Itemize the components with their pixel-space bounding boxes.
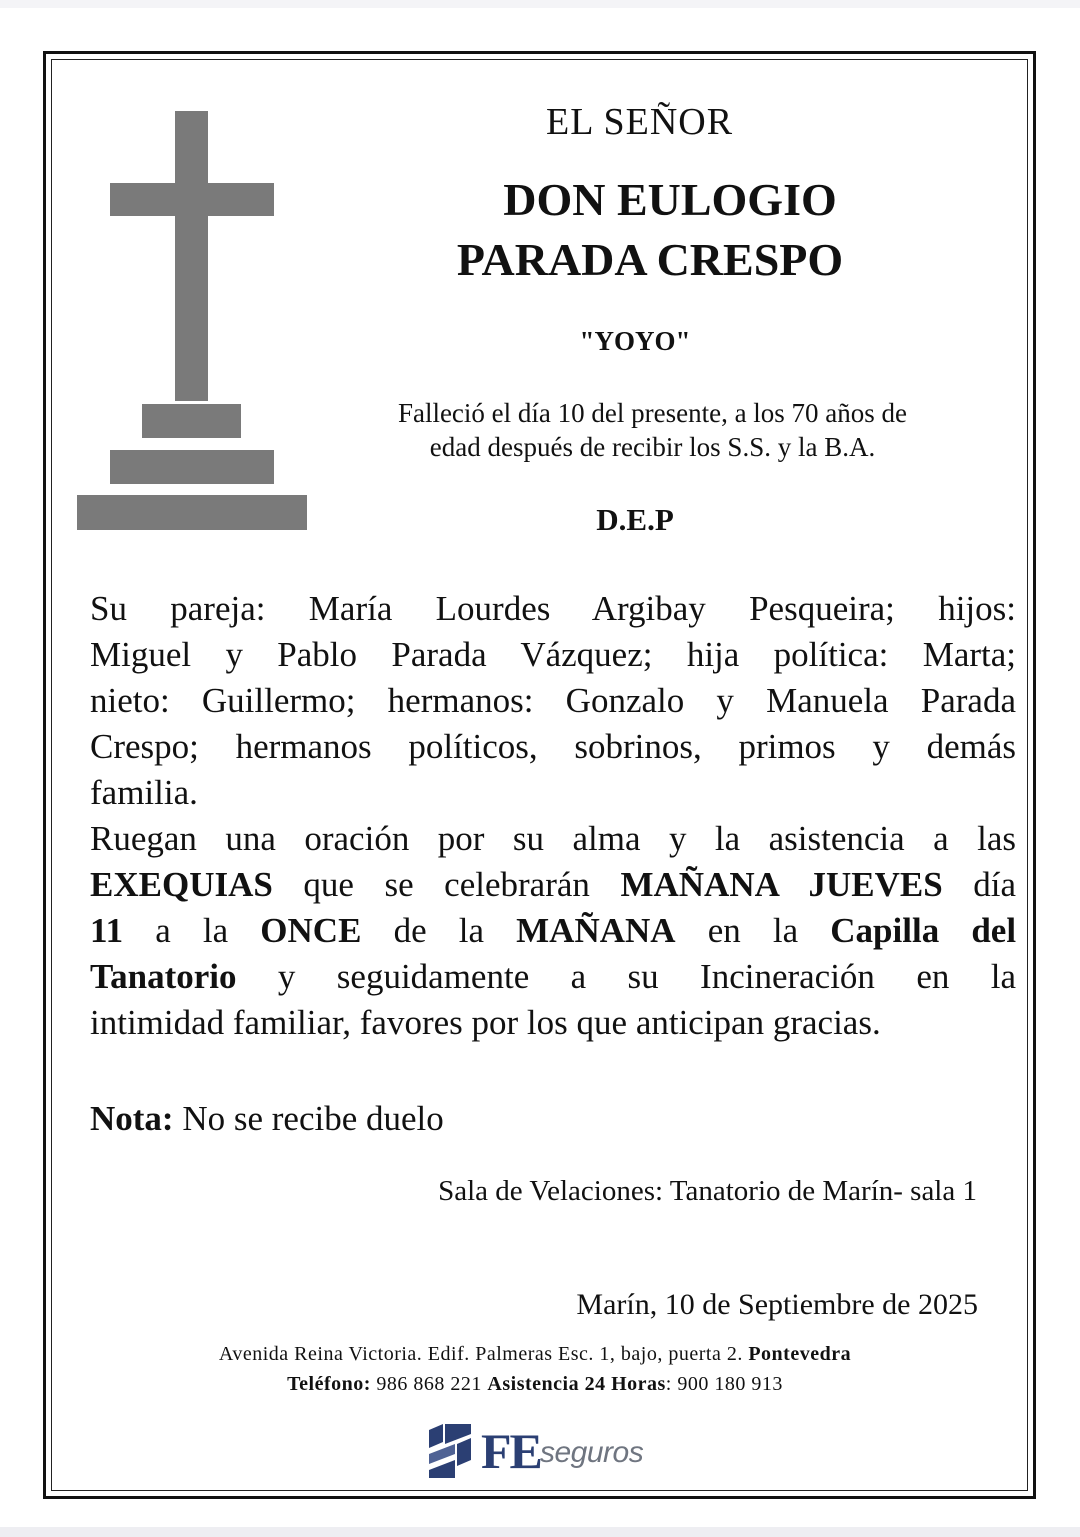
family-line: familia.: [90, 773, 198, 812]
ceremony-line: [90, 862, 1016, 908]
exequias-label: EXEQUIAS: [90, 865, 273, 904]
death-info-line1: Falleció el día 10 del presente, a los 70 años de: [397, 398, 908, 428]
deceased-name-line1: DON EULOGIO: [503, 174, 837, 225]
assistance-number: : 900 180 913: [665, 1373, 783, 1395]
footer-address: [120, 1343, 950, 1366]
ceremony-text: día: [973, 865, 1017, 904]
ceremony-text: en la: [707, 911, 799, 950]
obituary-page: [0, 8, 1080, 1527]
phone-label: Teléfono:: [287, 1373, 371, 1395]
ceremony-venue-part1: Capilla del: [830, 911, 1017, 950]
top-strip: [0, 0, 1080, 8]
phone-number: 986 868 221: [376, 1373, 482, 1395]
ceremony-venue-part2: Tanatorio: [90, 957, 237, 996]
family-line: Miguel y Pablo Parada Vázquez; hija política: Marta;: [90, 635, 1016, 674]
family-line: Su pareja: María Lourdes Argibay Pesqueira; hijos:: [90, 589, 1016, 628]
place-and-date: Marín, 10 de Septiembre de 2025: [576, 1288, 978, 1321]
wake-room: Sala de Velaciones: Tanatorio de Marín- sala 1: [438, 1175, 977, 1207]
cross-step-middle: [110, 450, 274, 484]
note: [90, 1099, 444, 1139]
ceremony-hour: ONCE: [260, 911, 362, 950]
cross-step-top: [142, 404, 241, 438]
assistance-label: Asistencia 24 Horas: [487, 1373, 666, 1395]
ceremony-line: Ruegan una oración por su alma y la asistencia a las: [90, 819, 1016, 858]
logo-subtext: seguros: [540, 1436, 644, 1469]
ceremony-day-label: MAÑANA JUEVES: [620, 865, 943, 904]
death-info-line2: edad después de recibir los S.S. y la B.A.: [429, 432, 876, 462]
ceremony-time-of-day: MAÑANA: [516, 911, 676, 950]
cross-vertical-beam: [175, 111, 208, 401]
ceremony-line: [90, 954, 1016, 1000]
rest-in-peace: D.E.P: [596, 502, 674, 537]
title-el-senor: EL SEÑOR: [546, 101, 734, 143]
ceremony-line: [90, 908, 1016, 954]
deceased-name-line2: PARADA CRESPO: [456, 234, 844, 285]
ceremony-text: que se celebrarán: [303, 865, 590, 904]
note-label: Nota:: [90, 1099, 174, 1138]
cross-step-bottom: [77, 495, 307, 530]
deceased-nickname: "YOYO": [579, 326, 691, 356]
ceremony-text: de la: [393, 911, 484, 950]
cross-horizontal-beam: [110, 183, 274, 216]
address-city: Pontevedra: [748, 1343, 852, 1365]
ceremony-text: y seguidamente a su Incineración en la: [277, 957, 1017, 996]
logo-brand: FE: [481, 1423, 541, 1479]
family-line: nieto: Guillermo; hermanos: Gonzalo y Manuela Parada: [90, 681, 1016, 720]
footer-phones: [120, 1373, 950, 1396]
note-text: No se recibe duelo: [182, 1099, 444, 1138]
family-line: Crespo; hermanos políticos, sobrinos, primos y demás: [90, 727, 1016, 766]
fe-logo-mark-icon: [425, 1420, 475, 1482]
address-text: Avenida Reina Victoria. Edif. Palmeras Esc. 1, bajo, puerta 2.: [218, 1343, 743, 1365]
fe-seguros-logo: [425, 1420, 665, 1482]
ceremony-day-number: 11: [90, 911, 124, 950]
ceremony-line: intimidad familiar, favores por los que anticipan gracias.: [90, 1003, 881, 1042]
ceremony-text: a la: [155, 911, 229, 950]
